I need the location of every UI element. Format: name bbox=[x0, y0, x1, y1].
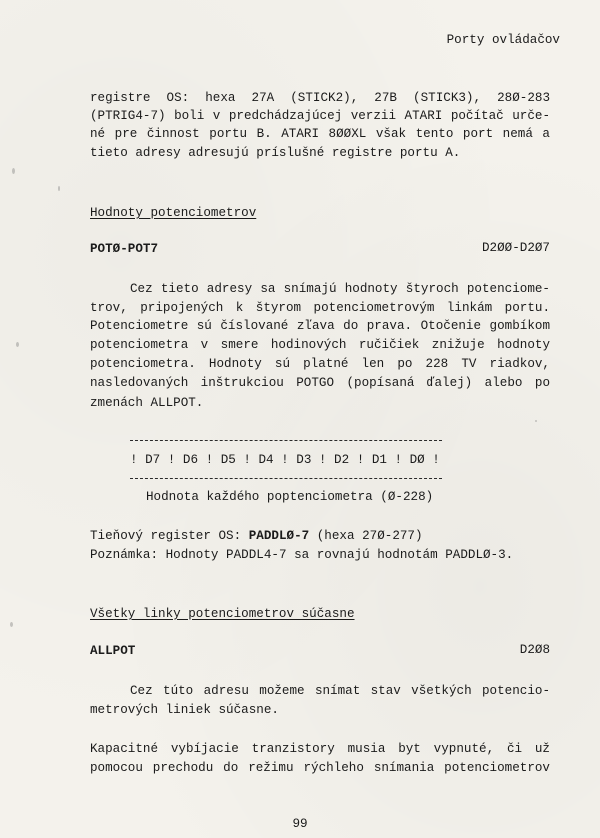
shadow-register-label: Tieňový register OS: bbox=[90, 529, 249, 543]
register-address-allpot: D2Ø8 bbox=[519, 643, 550, 657]
allpot-paragraph-line-1: Cez túto adresu možeme snímat stav všetkých potencio- bbox=[130, 684, 550, 698]
allpot-paragraph-line-2: metrových liniek súčasne. bbox=[90, 703, 279, 717]
note-text: PADDL4-7 sa rovnajú hodnotám PADDLØ-3. bbox=[226, 548, 514, 562]
intro-line-2: (PTRIG4-7) boli v predchádzajúcej verzii ATARI počítač urče- bbox=[90, 109, 550, 123]
scan-speck bbox=[10, 622, 13, 627]
register-name-pot: POTØ-POT7 bbox=[90, 242, 159, 256]
shadow-register-line bbox=[90, 528, 550, 544]
scan-speck bbox=[58, 186, 60, 191]
bit-diagram-top-rule bbox=[130, 440, 442, 441]
bit-diagram: ! D7 ! D6 ! D5 ! D4 ! D3 ! D2 ! D1 ! DØ ! bbox=[130, 453, 440, 467]
note-label: Poznámka: Hodnoty bbox=[90, 548, 227, 562]
pot-paragraph-line-7: zmenách ALLPOT. bbox=[90, 396, 204, 410]
bit-diagram-bottom-rule bbox=[130, 478, 442, 479]
intro-line-4: tieto adresy adresujú príslušné registre portu A. bbox=[90, 146, 461, 160]
allpot-paragraph2-line-1: Kapacitné vybíjacie tranzistory musia byt vypnuté, či už bbox=[90, 742, 550, 756]
pot-paragraph-line-6: nasledovaných inštrukciou POTGO (popísaná ďalej) alebo po bbox=[90, 376, 550, 390]
intro-line-1: registre OS: hexa 27A (STICK2), 27B (STICK3), 28Ø-283 bbox=[90, 91, 550, 105]
note-line bbox=[90, 547, 550, 563]
running-header: Porty ovládačov bbox=[446, 33, 560, 47]
register-address-pot: D2ØØ-D2Ø7 bbox=[481, 241, 550, 255]
pot-paragraph-line-3: Potenciometre sú číslované zľava do prava. Otočenie gombíkom bbox=[90, 319, 550, 333]
bit-diagram-caption: Hodnota každého poptenciometra (Ø-228) bbox=[146, 490, 434, 504]
shadow-register-value: PADDLØ-7 bbox=[248, 529, 310, 543]
page-number: 99 bbox=[292, 817, 308, 831]
register-name-allpot: ALLPOT bbox=[90, 644, 136, 658]
intro-line-3: né pre činnost portu B. ATARI 8ØØXL však tento port nemá a bbox=[90, 127, 550, 141]
section-heading-all-lines: Všetky linky potenciometrov súčasne bbox=[90, 607, 355, 621]
pot-paragraph-line-4: potenciometra v smere hodinových ručičiek znižuje hodnoty bbox=[90, 338, 550, 352]
section-heading-potentiometers: Hodnoty potenciometrov bbox=[90, 206, 257, 220]
pot-paragraph-line-5: potenciometra. Hodnoty sú platné len po 228 TV riadkov, bbox=[90, 357, 550, 371]
allpot-paragraph2-line-2: pomocou prechodu do režimu rýchleho snímania potenciometrov bbox=[90, 761, 550, 775]
shadow-register-suffix: (hexa 27Ø-277) bbox=[309, 529, 423, 543]
pot-paragraph-line-2: trov, pripojených k štyrom potenciometrovým linkám portu. bbox=[90, 301, 550, 315]
scan-speck bbox=[12, 168, 15, 174]
scan-speck bbox=[535, 420, 537, 422]
scan-speck bbox=[16, 342, 19, 347]
pot-paragraph-line-1: Cez tieto adresy sa snímajú hodnoty štyroch potenciome- bbox=[130, 282, 550, 296]
